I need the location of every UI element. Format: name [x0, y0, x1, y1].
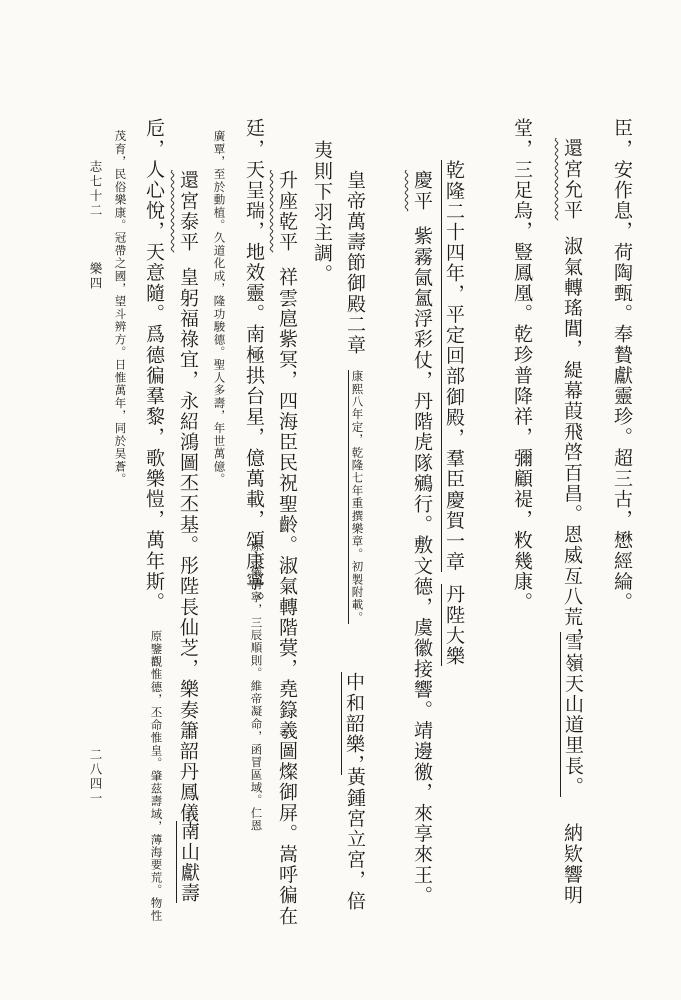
text-column-5-body: 紫霧氤氳浮彩仗，丹階虎隊鵷行。敷文德，虞徽接響。靖邊徼，來享來王。: [411, 226, 433, 906]
commentary-note: 茂育，民俗樂康。冠帶之國，望斗辨方。日惟萬年，同於昊蒼。: [113, 130, 128, 486]
running-head-volume: 志七十二: [88, 160, 103, 218]
commentary-note: 廣覃，至於動植。久道化成，隆功駿德。聖人多壽，年世萬億。: [212, 130, 227, 486]
text-column-5-title: [412, 170, 431, 211]
song-title: 還宮泰平: [177, 170, 199, 253]
text-column-2-end: 納欵響明: [561, 823, 583, 906]
text-column-2-body: 淑氣轉瑤閶，緹幕葭飛啓百昌。恩威亙八荒，: [561, 236, 583, 648]
text-column-12: 卮，人心悅，天意隨。爲德徧羣黎，歌樂愷，萬年斯。: [143, 118, 165, 613]
text-column-8-body: 祥雲扈紫冥，四海臣民祝聖齡。淑氣轉階蓂，堯籙羲圖燦御屏。嵩呼徧在: [276, 267, 298, 927]
text-column-1: 臣，安作息，荷陶甄。奉贄獻靈珍。超三古，懋經綸。: [611, 118, 633, 613]
page-number: 二八四一: [88, 748, 103, 806]
annotation-note: 康熙八年定，乾隆七年重撰樂章。初製附載。: [348, 370, 363, 624]
text-column-11-title: [178, 170, 197, 252]
place-name-mark: 雪嶺天山道里長。: [562, 632, 584, 797]
running-head-section: 樂四: [88, 262, 103, 291]
commentary-note: 原二儀清寧，三辰順則。維帝凝命，函冒區域。仁恩: [249, 540, 264, 833]
text-column-3: 堂，三足烏，豎鳳凰。乾珍普降祥，彌顧禔，敉幾康。: [511, 118, 533, 613]
text-column-2-title: [562, 138, 581, 220]
text-column-6-end: 黃鍾宮立宮，倍: [344, 767, 366, 912]
text-column-7: 夷則下羽主調。: [311, 140, 333, 285]
song-title: 還宮允平: [561, 138, 583, 221]
section-heading: 乾隆二十四年，平定回部御殿，羣臣慶賀一章: [443, 160, 465, 572]
song-title: 升座乾平: [276, 170, 298, 253]
commentary-note: 原鑒觀惟德，丕命惟皇。肇茲壽域，薄海要荒。物性: [149, 630, 164, 923]
section-heading-2: 皇帝萬壽節御殿二章: [344, 170, 366, 356]
text-column-11-body: 皇躬福祿宜，永紹鴻圖丕丕基。彤陛長仙芝，樂奏簫韶丹鳳儀。: [177, 267, 199, 844]
song-title: 慶平: [411, 170, 433, 212]
place-name-mark: 南山獻壽: [178, 821, 200, 904]
music-type-mark: 丹陛大樂: [443, 584, 465, 667]
text-column-9: 廷，天呈瑞，地效靈。南極拱台星，億萬載，頌康寧。: [243, 118, 265, 613]
text-column-8-title: [277, 170, 296, 252]
music-type-mark: 中和韶樂，: [343, 672, 365, 775]
